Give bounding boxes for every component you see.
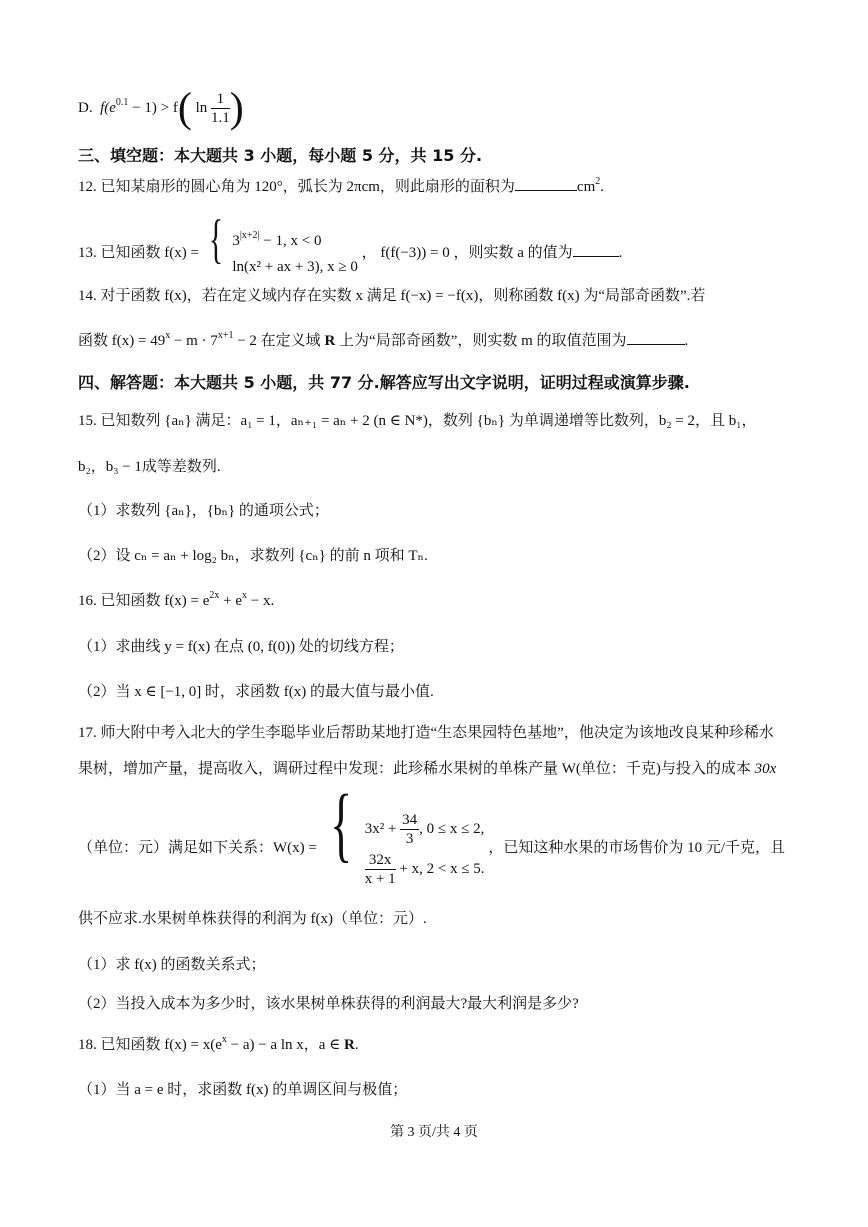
math-exponent: 2x	[209, 590, 220, 601]
option-d	[78, 85, 244, 132]
fraction	[400, 811, 419, 848]
question-17-line1: 17. 师大附中考入北大的学生李聪毕业后帮助某地打造“生态果园特色基地”，他决定为该地改良某种珍稀水	[78, 725, 774, 741]
question-text: ， f(f(−3)) = 0 ，则实数 a 的值为	[361, 245, 573, 261]
math-text: 18. 已知函数 f(x) = x(e	[78, 1037, 222, 1053]
math-exponent: |x+2|	[239, 229, 260, 241]
math-exponent: x	[241, 590, 247, 601]
math-text: ln	[195, 99, 208, 116]
unit-exponent: 2	[595, 176, 601, 187]
math-text: − 1, x < 0	[259, 232, 322, 249]
question-text: 12. 已知某扇形的圆心角为 120°，弧长为 2πcm，则此扇形的面积为	[78, 179, 515, 195]
question-18-line1	[78, 1035, 359, 1055]
math-text: 30x	[754, 761, 777, 777]
question-14-line2	[78, 330, 688, 351]
fraction	[211, 90, 230, 127]
math-text: 16. 已知函数 f(x) = e	[78, 593, 210, 609]
punct: .	[684, 333, 689, 349]
question-16-line1	[78, 591, 274, 611]
brace: {	[329, 778, 352, 871]
paren: )	[229, 85, 244, 132]
math-exponent: 0.1	[115, 96, 129, 108]
answer-blank	[627, 330, 685, 345]
punct: .	[354, 1037, 359, 1053]
question-14-line1: 14. 对于函数 f(x)，若在定义域内存在实数 x 满足 f(−x) = −f(x)，则称函数 f(x) 为“局部奇函数”.若	[78, 288, 706, 304]
math-text: − a) − a ln x，a ∈	[226, 1037, 345, 1053]
question-16-part2: （2）当 x ∈ [−1, 0] 时，求函数 f(x) 的最大值与最小值.	[78, 684, 434, 700]
question-15-part2: （2）设 cₙ = aₙ + log₂ bₙ，求数列 {cₙ} 的前 n 项和 Tₙ.	[78, 548, 428, 564]
denominator: 1.1	[211, 110, 230, 126]
question-15-part1: （1）求数列 {aₙ}，{bₙ} 的通项公式；	[78, 503, 329, 519]
punct: .	[600, 179, 604, 195]
question-text: ，已知这种水果的市场售价为 10 元/千克，且	[488, 840, 785, 856]
option-label: D.	[78, 99, 93, 116]
question-17-formula	[78, 778, 785, 889]
brace: {	[208, 209, 223, 269]
paren: (	[177, 85, 192, 132]
question-17-line4: 供不应求.水果树单株获得的利润为 f(x)（单位：元）.	[78, 911, 427, 927]
question-text: 果树，增加产量，提高收入，调研过程中发现：此珍稀水果树的单株产量 W(单位：千克)与投入的成本	[78, 761, 755, 777]
section-title: 四、解答题：本大题共 5 小题，共 77 分.解答应写出文字说明，证明过程或演算步骤.	[78, 373, 690, 392]
piecewise	[232, 228, 357, 280]
question-13	[78, 209, 623, 280]
math-text: + e	[219, 593, 242, 609]
math-exponent: x+1	[217, 330, 234, 341]
math-exponent: x	[221, 1034, 227, 1045]
question-text: （单位：元）满足如下关系：W(x) =	[78, 840, 317, 856]
question-15-line1: 15. 已知数列 {aₙ} 满足：a₁ = 1，aₙ₊₁ = aₙ + 2 (n ∈ N*)，数列 {bₙ} 为单调递增等比数列，b₂ = 2，且 b₁，	[78, 413, 757, 429]
answer-blank	[515, 176, 577, 191]
question-17-line2	[78, 759, 776, 779]
punct: .	[618, 245, 623, 261]
section-title: 三、填空题：本大题共 3 小题，每小题 5 分，共 15 分.	[78, 146, 483, 165]
math-text: − 1) > f	[128, 99, 178, 116]
question-18-part1: （1）当 a = e 时，求函数 f(x) 的单调区间与极值；	[78, 1082, 408, 1098]
math-exponent: x	[165, 330, 171, 341]
set-symbol: R	[324, 333, 336, 349]
question-text: 上为“局部奇函数”，则实数 m 的取值范围为	[335, 333, 627, 349]
numerator: 1	[211, 90, 230, 109]
answer-blank	[573, 242, 619, 257]
question-15-line2: b₂，b₃ − 1成等差数列.	[78, 459, 221, 475]
math-text: − m · 7	[170, 333, 218, 349]
math-text: 3	[232, 232, 240, 249]
math-text: f(e	[100, 99, 116, 116]
question-17-part2: （2）当投入成本为多少时，该水果树单株获得的利润最大?最大利润是多少?	[78, 996, 579, 1012]
fraction	[365, 851, 396, 888]
math-text: + x, 2 < x ≤ 5.	[395, 860, 485, 877]
math-text: 函数 f(x) = 49	[78, 333, 166, 349]
math-text: − x.	[246, 593, 275, 609]
unit: cm	[576, 179, 596, 195]
denominator: 3	[405, 830, 414, 847]
piecewise	[365, 809, 485, 889]
question-text: 13. 已知函数 f(x) =	[78, 245, 199, 261]
set-symbol: R	[344, 1037, 355, 1053]
numerator: 34	[402, 811, 418, 828]
numerator: 32x	[365, 851, 396, 870]
question-16-part1: （1）求曲线 y = f(x) 在点 (0, f(0)) 处的切线方程；	[78, 639, 404, 655]
math-text: ln(x² + ax + 3), x ≥ 0	[232, 258, 358, 275]
math-text: , 0 ≤ x ≤ 2,	[419, 820, 485, 837]
question-text: − 2 在定义域	[233, 333, 325, 349]
math-text: 3x² +	[364, 820, 401, 837]
question-12	[78, 176, 604, 197]
question-17-part1: （1）求 f(x) 的函数关系式；	[78, 957, 266, 973]
page-number: 第 3 页/共 4 页	[390, 1125, 478, 1140]
denominator: x + 1	[364, 870, 396, 887]
